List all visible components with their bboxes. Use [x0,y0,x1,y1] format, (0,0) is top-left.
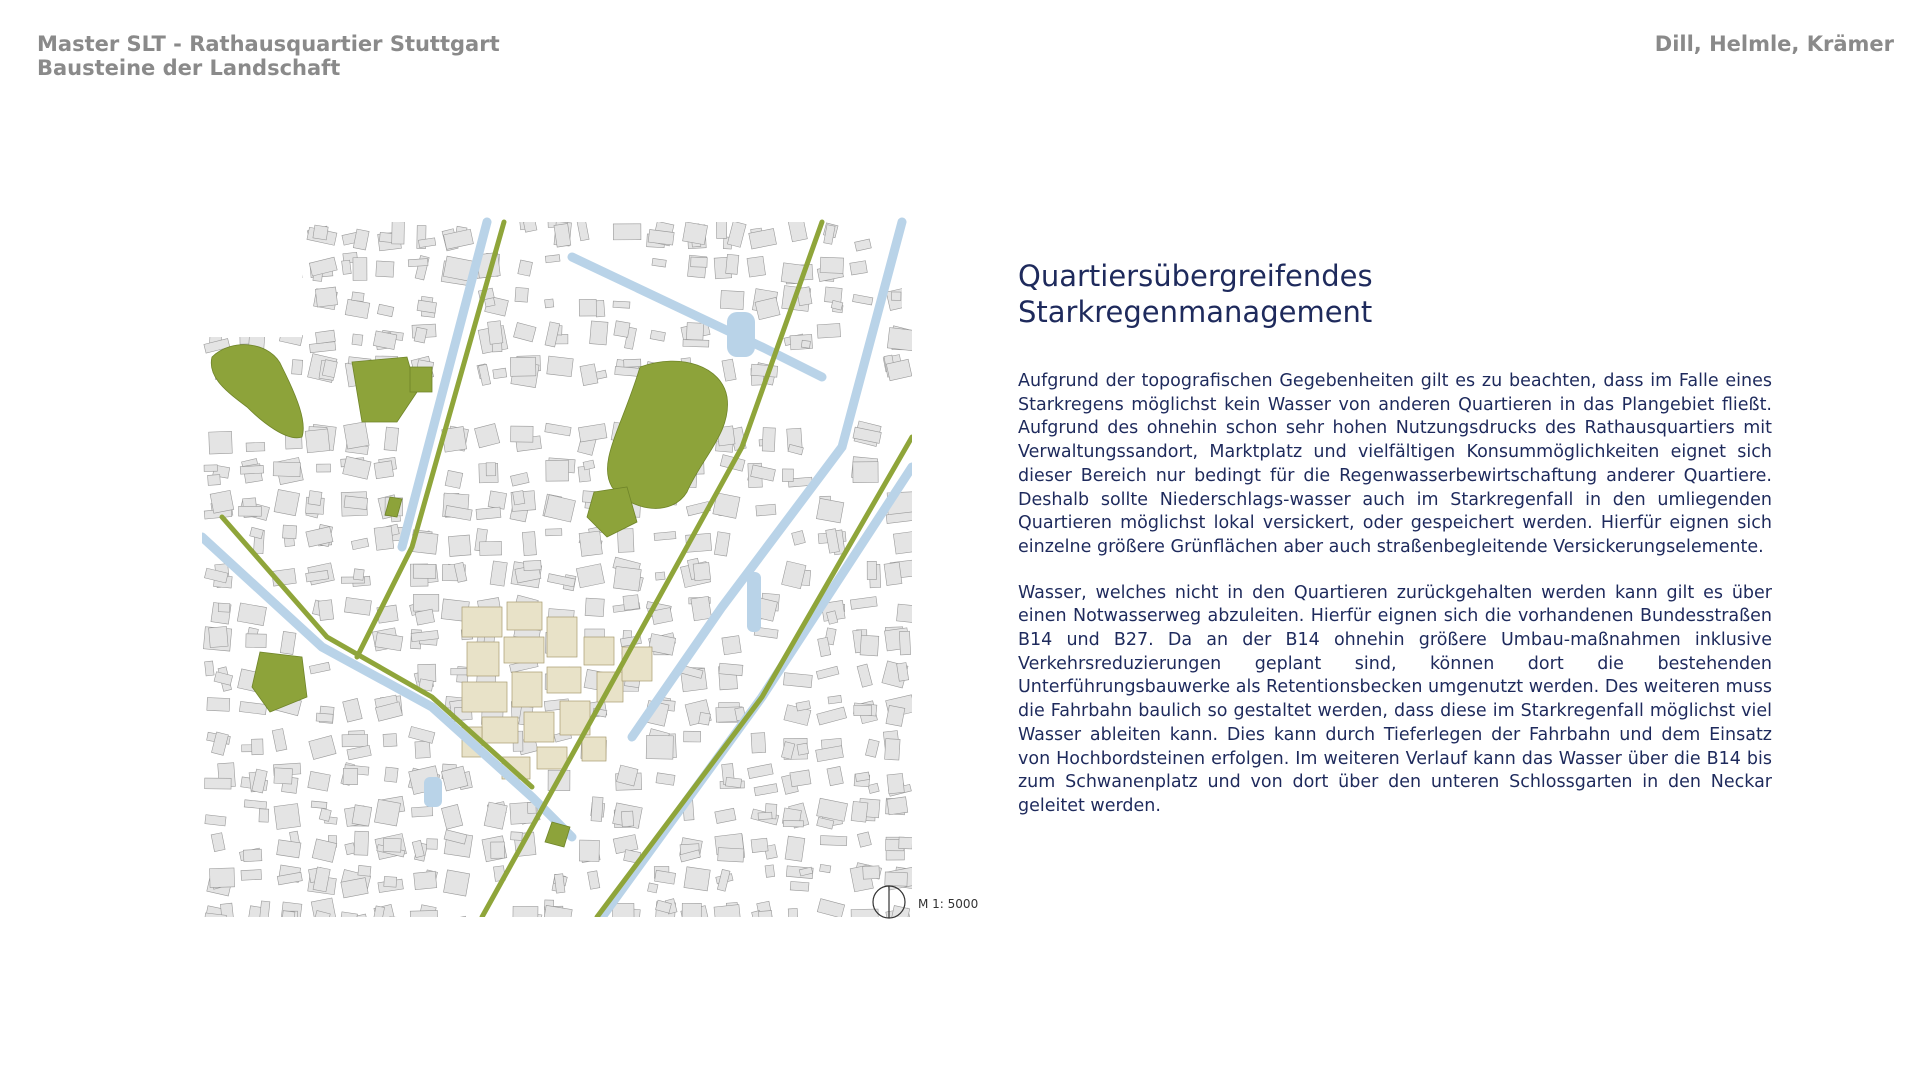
building [344,422,369,449]
building [524,560,542,570]
building [725,777,741,787]
building [545,423,571,436]
building [511,426,534,442]
building [816,666,839,679]
quarter-block [504,637,544,663]
quarter-block [462,682,507,712]
building [309,662,330,674]
building [241,870,262,881]
building [691,596,712,620]
building [590,321,608,345]
building [214,291,228,311]
building [887,797,908,815]
building [788,218,807,242]
building [719,663,743,676]
building [853,294,873,305]
map-canvas [202,217,912,917]
building [722,636,741,655]
building [315,287,337,307]
building [546,460,569,481]
building [886,705,905,726]
building [816,498,843,522]
building [427,839,438,850]
building [683,340,709,347]
building [754,784,778,796]
building [782,469,793,482]
building [860,635,879,656]
building [580,364,598,386]
building [377,304,393,316]
authors: Dill, Helmle, Krämer [1654,32,1894,56]
building [648,230,674,246]
building [756,504,776,516]
building [474,423,499,447]
building [274,489,300,515]
paragraph-2: Wasser, welches nicht in den Quartieren zurückgehalten werden kann gilt es über einen Notwasserweg abzuleiten. Hierfür eignen sich die vorhandenen Bundesstraßen B14 und B27. Da an der B14 ohnehin größere Umbau-maßnahmen inklusive Verkehrsreduzierungen geplant sind, können dort die bestehenden Unterführungsbauwerke als Retentionsbecken umgenutzt werden. Des weiteren muss die Fahrbahn baulich so gestaltet werden, dass diese im Starkregenfall möglichst viel Wasser ableiten kann. Dies kann durch Tieferlegen der Fahrbahn und dem Einsatz von Hochbordsteinen erfolgen. Im weiteren Verlauf kann das Wasser über die B14 bis zum Schwanenplatz und von dort über den unteren Schlossgarten in den Neckar geleitet werden. [1018,582,1772,816]
building [853,462,878,483]
building [204,226,232,242]
building [206,253,232,279]
building [273,228,299,243]
building [493,368,507,379]
building [342,734,368,746]
scale-label: M 1: 5000 [918,897,979,911]
building [272,729,287,752]
building [897,604,912,622]
page-subtitle: Bausteine der Landschaft [37,56,341,80]
building [357,914,368,917]
building [259,901,270,917]
building [208,475,221,486]
building [491,842,505,858]
building [412,840,424,857]
building [292,360,303,375]
quarter-block [547,617,577,657]
building [722,359,736,381]
green-space [545,822,570,847]
building [850,261,868,275]
building [591,797,603,822]
building [511,832,523,841]
building [274,768,293,784]
building [554,223,571,247]
building [797,743,809,755]
building [384,876,397,887]
building [693,562,710,580]
building [205,778,232,789]
quarter-block [584,637,614,665]
building [510,472,529,486]
building [718,848,744,863]
building [291,260,303,279]
building [588,871,600,890]
building [513,322,536,341]
building [247,906,262,917]
building [353,258,367,281]
building [351,538,368,550]
building [210,868,235,888]
building [613,566,641,591]
building [354,831,369,855]
building [820,836,847,846]
building [352,334,363,345]
quarter-block [462,607,502,637]
building [374,799,400,826]
building [486,463,495,476]
building [758,812,772,819]
building [204,465,217,472]
building [480,541,502,555]
building [243,849,262,861]
building [518,260,533,276]
building [655,870,676,884]
building [820,864,831,872]
building [476,507,501,520]
building [344,496,368,510]
building [887,773,904,793]
building [544,905,572,917]
building [650,330,665,341]
building [309,342,335,353]
building [783,821,803,827]
building [758,911,772,917]
building [868,783,879,793]
building [583,460,595,470]
building [522,532,536,556]
building [392,222,405,245]
building [715,808,736,823]
building [209,431,233,454]
building [239,256,267,271]
building [646,735,673,759]
building [893,531,912,554]
building [513,906,538,917]
building [308,771,331,791]
building [205,815,226,826]
building [207,322,231,329]
paragraph-1: Aufgrund der topografischen Gegebenheiten gilt es zu beachten, dass im Falle eines Starkregens möglichst kein Wasser von anderen Quartieren in das Plangebiet fließt. Aufgrund des ohnehin schon sehr hohen Nutzungsdrucks des Rathausquartiers mit Verwaltungssandort, Marktplatz und vielfältigen Konsummöglichkeiten eignet sich dieser Bereich nur bedingt für die Regenwasserbewirtschaftung anderer Quartiere. Deshalb sollte Niederschlags-wasser auch im Starkregenfall in den umliegenden Quartieren möglichst lokal versickert, oder gespeichert werden. Hierfür eignen sich einzelne größere Grünflächen aber auch straßenbegleitende Versickerungselemente. [1018,371,1772,557]
building [358,865,371,876]
building [884,562,902,585]
building [412,806,433,817]
building [250,527,264,538]
building [205,238,232,250]
building [274,804,300,830]
building [280,631,296,654]
building [218,603,230,612]
building [515,287,528,302]
building [652,258,666,267]
building [792,531,806,546]
building [613,224,641,240]
building [857,664,872,687]
building [727,221,746,247]
building [414,871,437,890]
building [577,219,589,241]
building [691,257,708,267]
building [623,595,639,611]
building [282,911,295,917]
building [456,916,468,917]
building [237,603,266,626]
building [682,903,701,917]
building [413,564,436,578]
building [283,525,297,539]
building [820,257,844,273]
body-text [1018,370,1772,841]
building [547,356,574,377]
building [899,631,910,655]
section-title [1018,258,1373,330]
building [576,564,604,588]
building [785,836,805,861]
building [887,328,912,351]
building [212,221,230,239]
building [714,532,730,556]
building [410,910,437,917]
building [212,255,224,274]
building [246,634,267,648]
building [751,733,766,753]
building [748,764,774,779]
building [445,470,463,488]
building [720,290,744,309]
building [554,874,565,893]
building [209,626,228,647]
building [579,840,599,861]
building [478,364,490,385]
building [383,838,401,852]
building [656,773,675,786]
building [409,726,435,743]
building [316,713,333,722]
building [624,359,641,367]
building [240,218,264,234]
building [384,427,399,451]
building [441,804,462,829]
building [790,881,809,891]
building [280,254,295,270]
building [443,870,469,896]
building [865,739,879,757]
building [857,832,871,847]
building [451,668,469,675]
building [308,491,322,506]
building [487,321,502,345]
building [648,883,658,893]
building [384,767,398,782]
building [277,840,301,858]
building [523,220,536,233]
building [413,594,438,611]
building [817,899,844,917]
building [762,428,775,452]
building [345,299,370,318]
building [211,833,225,852]
building [342,260,352,274]
building [546,529,562,536]
building [309,736,336,760]
building [205,661,215,676]
building [684,867,710,891]
quarter-block [512,672,542,707]
building [851,801,868,822]
retention-basin [424,777,442,807]
title-line-1: Quartiersübergreifendes [1018,259,1373,293]
building [383,734,397,747]
building [317,464,331,472]
building [246,442,265,451]
building [374,526,394,550]
building [343,698,363,722]
building [655,572,665,580]
building [352,292,365,302]
building [305,429,330,453]
building [309,257,337,276]
building [238,290,266,314]
building [796,701,811,711]
building [783,673,812,688]
building [765,865,775,878]
building [617,529,634,553]
building [313,225,328,240]
building [352,805,372,826]
quarter-block [507,602,542,630]
building [372,906,384,917]
building [885,739,901,761]
building [544,495,575,522]
quarter-block [524,712,554,742]
building [850,597,877,610]
building [579,531,602,556]
building [585,598,604,616]
building [315,330,335,344]
quarter-block [547,667,581,693]
building [614,321,630,338]
building [613,301,630,308]
north-arrow-icon [871,884,907,920]
retention-basin [747,572,761,632]
building [259,809,269,822]
building [239,701,266,714]
building [415,741,430,758]
building [716,221,726,238]
header-left [37,32,500,80]
building [513,491,525,505]
building [788,908,798,917]
retention-basin [727,312,755,357]
building [225,303,235,312]
building [863,866,880,879]
building [828,695,842,704]
course-title: Master SLT - Rathausquartier Stuttgart [37,32,500,56]
building [204,287,233,308]
building [376,261,394,277]
building [686,323,703,341]
building [279,331,302,346]
building [311,801,327,809]
building [343,768,358,784]
building [579,299,596,316]
building [683,222,708,245]
building [490,561,507,586]
building [273,462,300,477]
building [751,364,778,377]
building [236,286,268,315]
building [205,259,232,284]
building [855,239,872,251]
building [347,745,371,760]
green-space [410,367,432,392]
quarter-block [582,737,606,761]
building [621,811,633,827]
building [239,506,262,516]
building [816,746,844,762]
building [240,268,249,277]
building [279,255,299,275]
building [240,465,263,474]
building [891,292,901,300]
quarter-block [537,747,567,769]
building [699,712,711,725]
building-footprints [203,218,912,917]
green-space [352,357,417,422]
building [726,254,739,274]
building [344,597,371,615]
building [343,456,371,479]
building [318,600,334,621]
building [751,838,768,852]
building [207,698,230,712]
quarter-block [482,717,518,743]
building [210,490,234,513]
building [214,672,233,686]
building [374,461,394,479]
building [801,340,810,348]
site-plan-map [202,217,912,917]
building [827,766,843,785]
building [417,300,437,313]
building [867,561,876,579]
building [684,731,701,742]
building [747,256,766,277]
building [545,255,560,263]
quarter-block [467,642,499,676]
building [817,707,847,725]
building [340,912,357,917]
building [790,770,811,787]
building [244,800,266,809]
building [899,837,912,849]
building [654,531,676,540]
building [448,535,471,556]
building [488,491,507,509]
title-line-2: Starkregenmanagement [1018,295,1373,329]
building [271,293,286,309]
green-space [211,345,303,438]
building [545,299,554,308]
building [714,905,741,917]
building [854,705,872,715]
building [408,259,428,267]
building [353,569,364,581]
building [817,323,841,338]
building [251,739,263,755]
building [578,424,607,442]
green-space [607,361,727,508]
building [510,357,536,376]
